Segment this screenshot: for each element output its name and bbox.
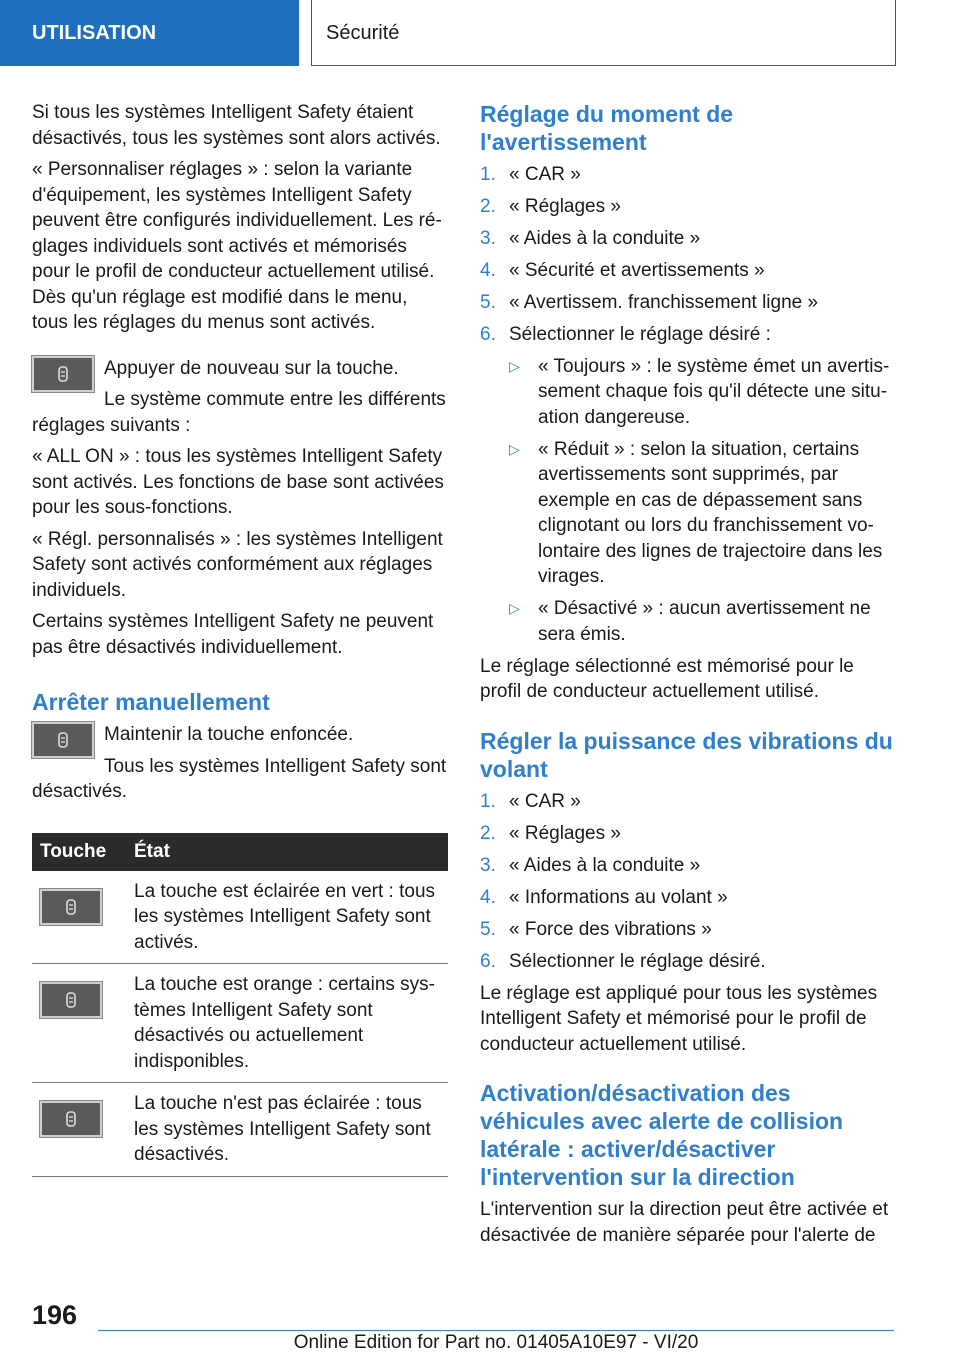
list-item: ▷ « Réduit » : selon la situation, certains avertissements sont supprimés, par exemple en cas de dépassement sans clignotant ou lors du franchissement volontaire des lignes de trajectoire dans les virages. (509, 438, 883, 587)
table-row (32, 871, 448, 964)
state-text: La touche est orange : certains systèmes Intelligent Safety sont désactivés ou actuellement indisponibles. (126, 964, 448, 1083)
list-item: 3. « Aides à la conduite » (480, 228, 701, 249)
intelligent-safety-button-icon (40, 1101, 102, 1137)
paragraph: Tous les systèmes Intelligent Safety sont désactivés. (32, 755, 447, 802)
section-tab: UTILISATION (0, 0, 299, 66)
edition-footer: Online Edition for Part no. 01405A10E97 - VI/20 (293, 1332, 699, 1353)
paragraph: Le système commute entre les différents réglages suivants : (32, 389, 446, 436)
state-text: La touche n'est pas éclairée : tous les systèmes Intelligent Safety sont désactivés. (126, 1083, 448, 1177)
heading-warning-timing: Réglage du moment de l'avertissement (480, 101, 734, 155)
intelligent-safety-button-icon (32, 722, 94, 758)
triangle-right-icon: ▷ (509, 440, 520, 457)
list-item: ▷ « Désactivé » : aucun avertissement ne sera émis. (509, 598, 871, 645)
list-item: 2. « Réglages » (480, 822, 621, 844)
intelligent-safety-button-icon (40, 889, 102, 925)
list-item: 1. « CAR » (480, 790, 581, 812)
steps-warning (480, 162, 896, 647)
list-item: 1. « CAR » (480, 164, 581, 185)
right-column (480, 100, 896, 1254)
steps-vibration (480, 789, 896, 975)
paragraph: Le réglage sélectionné est mémorisé pour le profil de conducteur actuellement utilisé. (480, 655, 854, 702)
column-header-key: Touche (32, 833, 126, 871)
page-number: 196 (32, 1300, 78, 1330)
list-item: 6. Sélectionner le réglage désiré. (480, 950, 766, 972)
triangle-right-icon: ▷ (509, 357, 520, 374)
heading-activation: Activation/désactivation des véhicules avec alerte de collision latérale : activer/désactiver l'intervention sur la direction (480, 1080, 844, 1190)
list-item: 2. « Réglages » (480, 196, 621, 217)
paragraph: Appuyer de nouveau sur la touche. (104, 357, 399, 379)
state-text: La touche est éclairée en vert : tous les systèmes Intelligent Safety sont activés. (126, 871, 448, 964)
paragraph: Si tous les systèmes Intelligent Safety étaient désactivés, tous les systèmes sont alors activés. (32, 102, 441, 149)
list-item: 5. « Force des vibrations » (480, 918, 712, 940)
intelligent-safety-button-icon (40, 982, 102, 1018)
paragraph: « Régl. personnalisés » : les systèmes Intelligent Safety sont activés conformément aux réglages individuels. (32, 528, 443, 601)
heading-vibration: Régler la puissance des vibrations du volant (480, 727, 893, 782)
paragraph: « Personnaliser réglages » : selon la variante d'équipement, les systèmes Intelligent Safety peuvent être configurés individuellement. Les réglages individuels sont activés et mémorisés pour le profil de conducteur actuellement utilisé. Dès qu'un réglage est modifié dans le menu, tous les réglages du menus sont activés. (32, 159, 442, 333)
list-item: 5. « Avertissem. franchissement ligne » (480, 292, 819, 313)
triangle-right-icon: ▷ (509, 600, 520, 616)
list-item: 4. « Informations au volant » (480, 886, 728, 908)
list-item: 3. « Aides à la conduite » (480, 854, 701, 876)
hold-block (32, 722, 448, 811)
left-column (32, 100, 448, 1177)
sub-options (509, 354, 896, 648)
paragraph: Maintenir la touche enfoncée. (104, 724, 354, 745)
list-item: 6. Sélectionner le réglage désiré : ▷ « Toujours » : le système émet un avertissement chaque fois qu'il détecte une situation dangereuse. ▷ « Réduit » : selon la situation, certains avertissements sont supprimés, par exemple en cas de dépassement sans clignotant ou lors du franchissement volontaire des lignes de trajectoire dans les virages. ▷ « Désactivé » : aucun avertissement ne sera émis. (480, 322, 896, 647)
table-row (32, 964, 448, 1083)
heading-manual-stop: Arrêter manuellement (32, 689, 270, 715)
list-item: 4. « Sécurité et avertissements » (480, 260, 765, 281)
intelligent-safety-button-icon (32, 356, 94, 392)
key-state-table (32, 833, 448, 1177)
paragraph: L'intervention sur la direction peut être activée et désactivée de manière séparée pour l'alerte de (480, 1199, 889, 1246)
footer-divider (98, 1330, 894, 1331)
table-row (32, 1083, 448, 1177)
paragraph: Le réglage est appliqué pour tous les systèmes Intelligent Safety et mémorisé pour le profil de conducteur actuellement utilisé. (480, 982, 878, 1055)
paragraph: Certains systèmes Intelligent Safety ne peuvent pas être désactivés individuellement. (32, 611, 434, 658)
press-again-block (32, 356, 448, 445)
list-item: ▷ « Toujours » : le système émet un avertissement chaque fois qu'il détecte une situation dangereuse. (509, 355, 890, 428)
paragraph: « ALL ON » : tous les systèmes Intelligent Safety sont activés. Les fonctions de base sont activées pour les sous-fonctions. (32, 446, 444, 518)
column-header-state: État (126, 833, 448, 871)
chapter-title: Sécurité (311, 0, 896, 66)
